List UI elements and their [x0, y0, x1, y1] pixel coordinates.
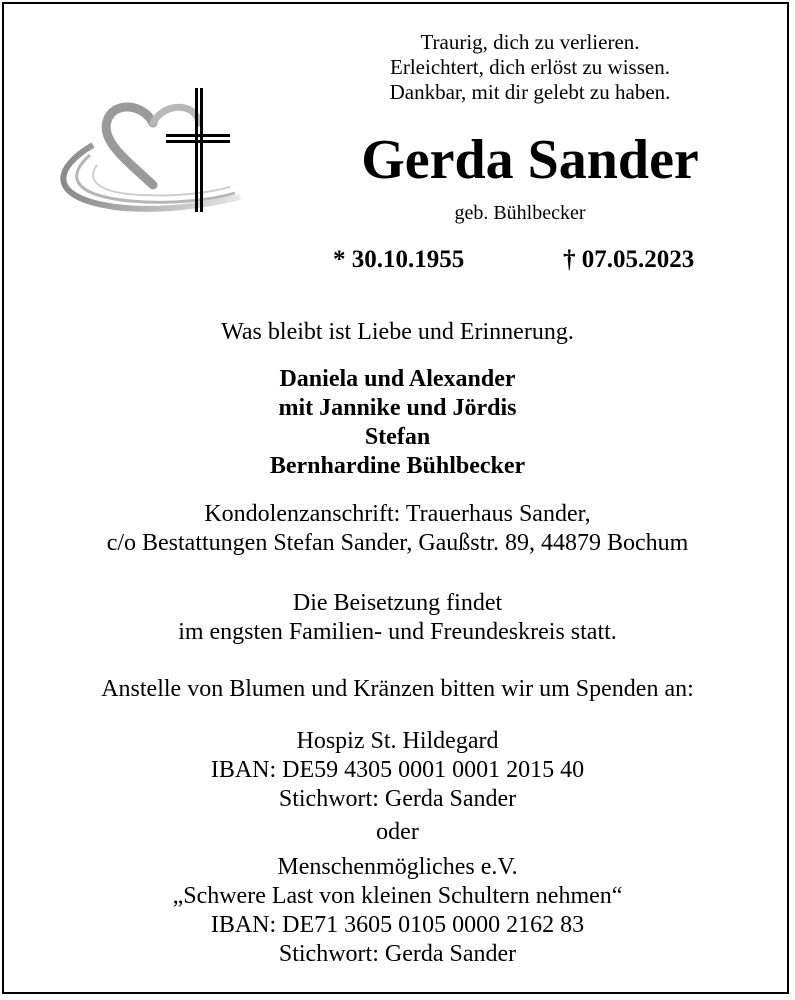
poem-line: Dankbar, mit dir gelebt zu haben.	[389, 80, 671, 104]
poem	[330, 30, 730, 105]
deceased-name: Gerda Sander	[361, 129, 699, 191]
poem-line: Erleichtert, dich erlöst zu wissen.	[390, 55, 670, 79]
burial-line: im engsten Familien- und Freundeskreis statt.	[178, 619, 617, 645]
burial-line: Die Beisetzung findet	[292, 590, 503, 616]
birth-name: geb. Bühlbecker	[454, 202, 586, 224]
donation-line: Stichwort: Gerda Sander	[278, 786, 517, 812]
death-date: † 07.05.2023	[563, 246, 695, 273]
heart-cross-icon	[45, 85, 245, 235]
motto: Was bleibt ist Liebe und Erinnerung.	[221, 319, 574, 345]
donation-recipient-2	[0, 853, 795, 969]
donation-line: Stichwort: Gerda Sander	[278, 941, 517, 967]
mourner-line: Bernhardine Bühlbecker	[269, 453, 526, 479]
donation-recipient-1	[0, 727, 795, 814]
donation-line: „Schwere Last von kleinen Schultern nehmen“	[172, 883, 623, 909]
donation-line: IBAN: DE71 3605 0105 0000 2162 83	[210, 912, 585, 938]
mourner-line: mit Jannike und Jördis	[278, 395, 517, 421]
or-separator: oder	[376, 819, 419, 845]
donation-line: Hospiz St. Hildegard	[296, 728, 499, 754]
condolence-line: c/o Bestattungen Stefan Sander, Gaußstr. 89, 44879 Bochum	[106, 530, 689, 556]
condolence-address	[0, 500, 795, 558]
donation-intro: Anstelle von Blumen und Kränzen bitten wir um Spenden an:	[101, 676, 694, 702]
donation-line: Menschenmögliches e.V.	[277, 854, 518, 880]
poem-line: Traurig, dich zu verlieren.	[420, 30, 640, 54]
donation-line: IBAN: DE59 4305 0001 0001 2015 40	[210, 757, 585, 783]
mourner-line: Daniela und Alexander	[279, 366, 516, 392]
condolence-line: Kondolenzanschrift: Trauerhaus Sander,	[204, 501, 591, 527]
mourners	[0, 365, 795, 481]
mourner-line: Stefan	[364, 424, 431, 450]
birth-date: * 30.10.1955	[333, 246, 465, 273]
burial-note	[0, 589, 795, 647]
